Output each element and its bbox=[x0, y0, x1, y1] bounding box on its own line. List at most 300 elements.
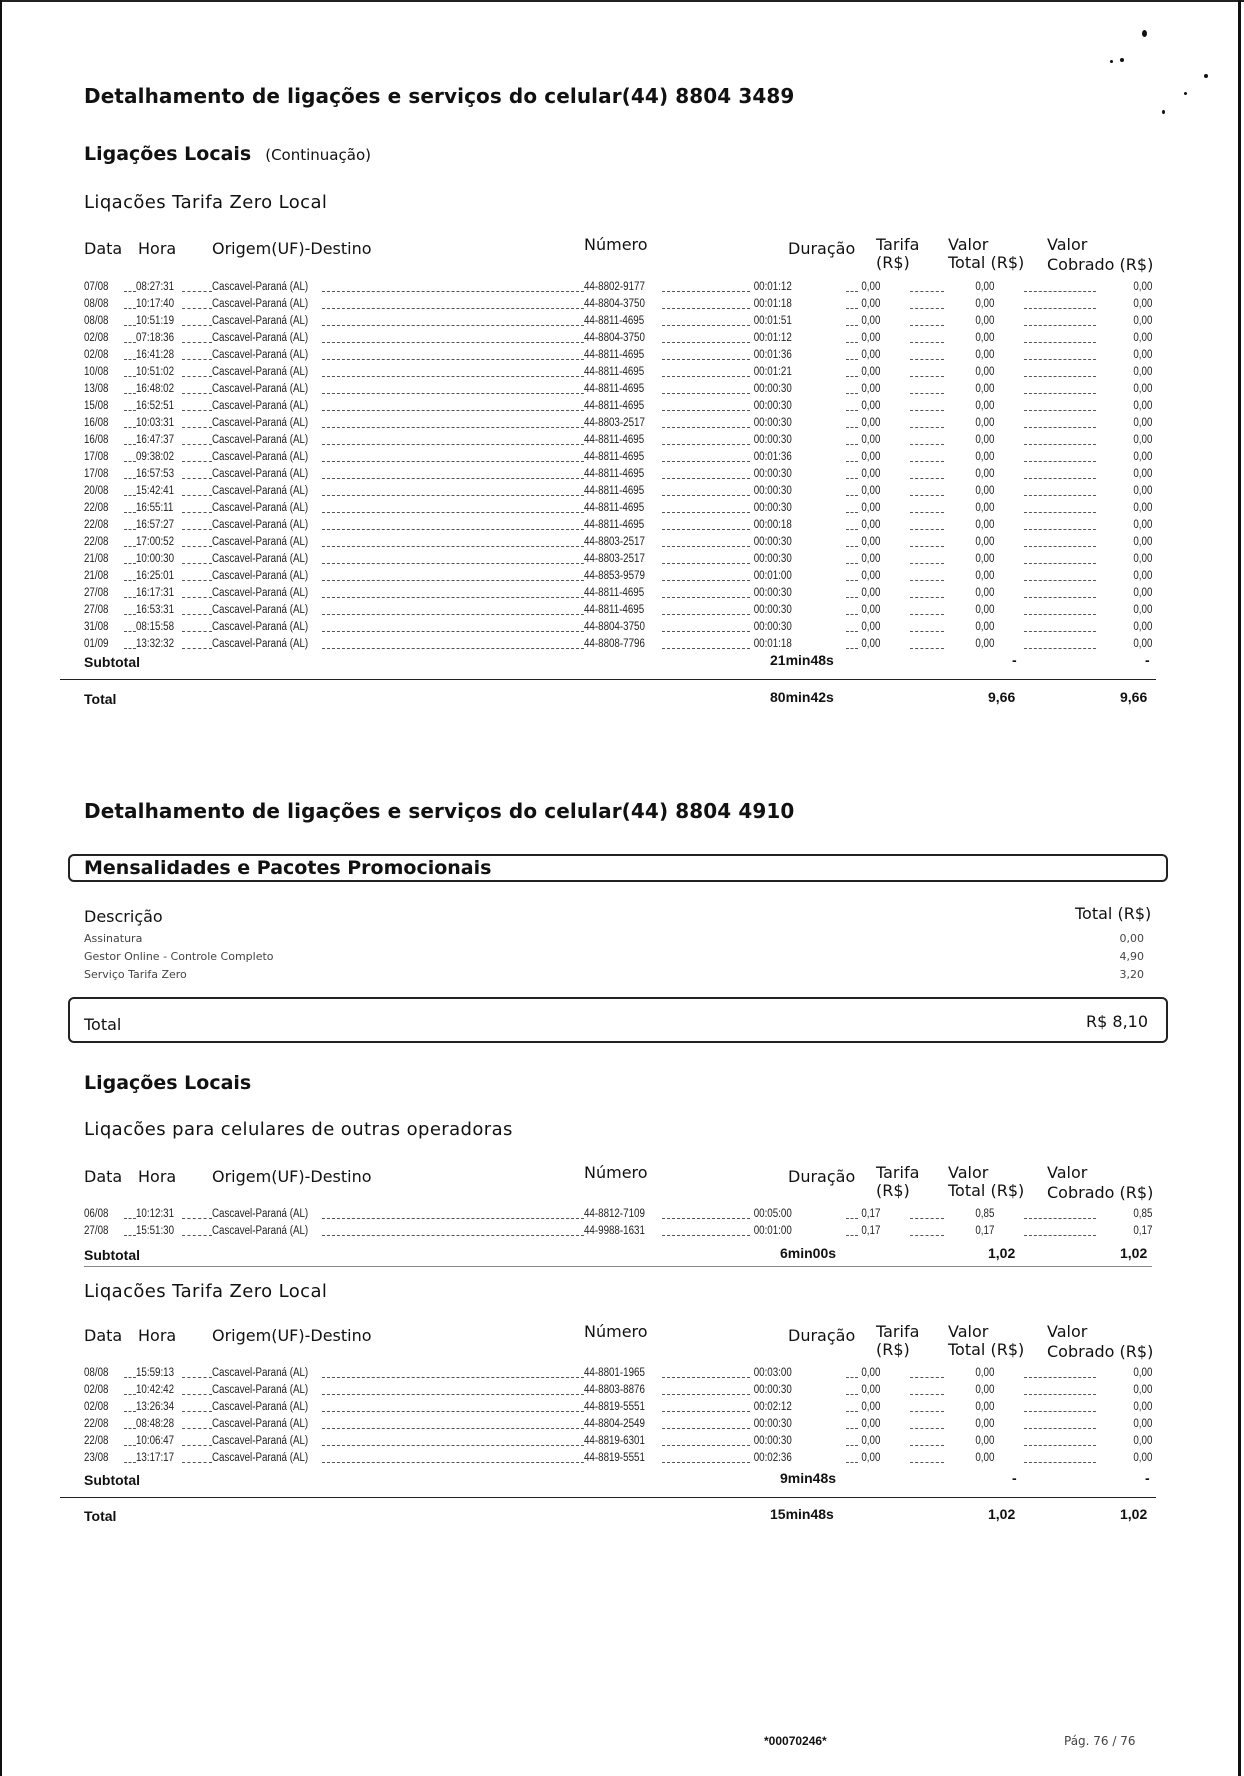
cell-data: 08/08 bbox=[84, 315, 109, 327]
cell-tarifa: 0,00 bbox=[860, 332, 880, 344]
cell-tarifa: 0,00 bbox=[860, 536, 880, 548]
cell-total: 0,00 bbox=[974, 332, 994, 344]
table-row bbox=[84, 414, 1152, 431]
cell-total: 0,00 bbox=[974, 1435, 994, 1447]
cell-numero: 44-8811-4695 bbox=[584, 502, 645, 514]
cell-tarifa: 0,00 bbox=[860, 451, 880, 463]
cell-tarifa: 0,00 bbox=[860, 621, 880, 633]
table-row bbox=[84, 380, 1152, 397]
item-total: 4,90 bbox=[1119, 950, 1144, 963]
col-header-data: Data bbox=[84, 1326, 123, 1345]
col-header-vtotal-2: Total (R$) bbox=[948, 253, 1025, 272]
cell-hora: 10:06:47 bbox=[136, 1435, 175, 1447]
calls-table-2 bbox=[84, 1205, 1152, 1239]
cell-total: 0,00 bbox=[974, 383, 994, 395]
cell-origem: Cascavel-Paraná (AL) bbox=[212, 451, 309, 463]
table-row bbox=[84, 1398, 1152, 1415]
col-header-tarifa-2: (R$) bbox=[876, 1340, 910, 1359]
cell-total: 0,00 bbox=[974, 281, 994, 293]
mensalidades-title: Mensalidades e Pacotes Promocionais bbox=[84, 857, 492, 879]
cell-hora: 07:18:36 bbox=[136, 332, 175, 344]
subtotal-label: Subtotal bbox=[84, 654, 140, 670]
cell-total: 0,00 bbox=[974, 502, 994, 514]
list-item bbox=[84, 968, 1144, 986]
cell-duracao: 00:01:36 bbox=[753, 451, 792, 463]
cell-hora: 08:48:28 bbox=[136, 1418, 175, 1430]
cell-total: 0,00 bbox=[974, 349, 994, 361]
cell-numero: 44-8808-7796 bbox=[584, 638, 645, 650]
page-border-left bbox=[0, 0, 2, 1776]
table-row bbox=[84, 1432, 1152, 1449]
cell-origem: Cascavel-Paraná (AL) bbox=[212, 587, 309, 599]
table-row bbox=[84, 1222, 1152, 1239]
cell-tarifa: 0,00 bbox=[860, 400, 880, 412]
col-header-origem: Origem(UF)-Destino bbox=[212, 1326, 372, 1345]
table-row bbox=[84, 431, 1152, 448]
group-note: (Continuação) bbox=[265, 146, 371, 164]
cell-data: 02/08 bbox=[84, 1384, 109, 1396]
section2-title: Detalhamento de ligações e serviços do celular(44) 8804 4910 bbox=[84, 799, 795, 823]
cell-origem: Cascavel-Paraná (AL) bbox=[212, 638, 309, 650]
cell-duracao: 00:03:00 bbox=[753, 1367, 792, 1379]
cell-duracao: 00:01:21 bbox=[753, 366, 792, 378]
subtotal-cobrado: - bbox=[1145, 652, 1150, 668]
col-header-duracao: Duração bbox=[788, 1167, 856, 1186]
cell-origem: Cascavel-Paraná (AL) bbox=[212, 553, 309, 565]
group-title-text: Ligações Locais bbox=[84, 143, 252, 165]
cell-tarifa: 0,17 bbox=[860, 1208, 880, 1220]
cell-total: 0,85 bbox=[974, 1208, 994, 1220]
cell-total: 0,00 bbox=[974, 1384, 994, 1396]
cell-data: 02/08 bbox=[84, 332, 109, 344]
cell-cobrado: 0,00 bbox=[1132, 468, 1152, 480]
cell-data: 17/08 bbox=[84, 468, 109, 480]
cell-hora: 16:53:31 bbox=[136, 604, 175, 616]
cell-duracao: 00:01:12 bbox=[753, 332, 792, 344]
scan-specks bbox=[1100, 20, 1220, 130]
section1-group-title bbox=[84, 143, 371, 165]
cell-duracao: 00:01:00 bbox=[753, 570, 792, 582]
cell-cobrado: 0,00 bbox=[1132, 1435, 1152, 1447]
section2-group-title: Ligações Locais bbox=[84, 1072, 252, 1094]
cell-tarifa: 0,00 bbox=[860, 349, 880, 361]
cell-cobrado: 0,00 bbox=[1132, 383, 1152, 395]
cell-tarifa: 0,00 bbox=[860, 434, 880, 446]
cell-origem: Cascavel-Paraná (AL) bbox=[212, 485, 309, 497]
cell-numero: 44-8811-4695 bbox=[584, 383, 645, 395]
table-row bbox=[84, 635, 1152, 652]
cell-total: 0,00 bbox=[974, 621, 994, 633]
cell-tarifa: 0,00 bbox=[860, 519, 880, 531]
cell-cobrado: 0,00 bbox=[1132, 315, 1152, 327]
col-header-vcobrado-2: Cobrado (R$) bbox=[1047, 1342, 1154, 1361]
cell-tarifa: 0,00 bbox=[860, 366, 880, 378]
cell-total: 0,17 bbox=[974, 1225, 994, 1237]
col-header-duracao: Duração bbox=[788, 239, 856, 258]
cell-total: 0,00 bbox=[974, 417, 994, 429]
subtotal-duracao-2: 6min00s bbox=[780, 1245, 837, 1261]
cell-total: 0,00 bbox=[974, 638, 994, 650]
cell-origem: Cascavel-Paraná (AL) bbox=[212, 1225, 309, 1237]
table-row bbox=[84, 482, 1152, 499]
col-header-origem: Origem(UF)-Destino bbox=[212, 239, 372, 258]
cell-origem: Cascavel-Paraná (AL) bbox=[212, 400, 309, 412]
cell-hora: 10:12:31 bbox=[136, 1208, 175, 1220]
cell-hora: 13:26:34 bbox=[136, 1401, 175, 1413]
table-row bbox=[84, 1364, 1152, 1381]
cell-origem: Cascavel-Paraná (AL) bbox=[212, 570, 309, 582]
cell-hora: 15:42:41 bbox=[136, 485, 175, 497]
subtotal-duracao: 21min48s bbox=[770, 652, 834, 668]
cell-hora: 16:57:53 bbox=[136, 468, 175, 480]
cell-cobrado: 0,00 bbox=[1132, 1401, 1152, 1413]
cell-data: 23/08 bbox=[84, 1452, 109, 1464]
cell-hora: 16:41:28 bbox=[136, 349, 175, 361]
cell-cobrado: 0,00 bbox=[1132, 1418, 1152, 1430]
cell-data: 22/08 bbox=[84, 1435, 109, 1447]
cell-data: 07/08 bbox=[84, 281, 109, 293]
subtotal-total-3: - bbox=[1012, 1470, 1017, 1486]
cell-tarifa: 0,00 bbox=[860, 383, 880, 395]
cell-total: 0,00 bbox=[974, 570, 994, 582]
item-description: Assinatura bbox=[84, 932, 143, 945]
cell-duracao: 00:02:12 bbox=[753, 1401, 792, 1413]
cell-cobrado: 0,00 bbox=[1132, 332, 1152, 344]
cell-hora: 08:15:58 bbox=[136, 621, 175, 633]
col-header-vtotal-2: Total (R$) bbox=[948, 1340, 1025, 1359]
cell-duracao: 00:00:30 bbox=[753, 434, 792, 446]
subtotal-rule-2 bbox=[84, 1266, 1152, 1267]
cell-cobrado: 0,00 bbox=[1132, 451, 1152, 463]
cell-origem: Cascavel-Paraná (AL) bbox=[212, 1401, 309, 1413]
table-row bbox=[84, 1449, 1152, 1466]
cell-origem: Cascavel-Paraná (AL) bbox=[212, 298, 309, 310]
table-row bbox=[84, 278, 1152, 295]
total-cobrado: 9,66 bbox=[1120, 689, 1148, 705]
cell-cobrado: 0,00 bbox=[1132, 1384, 1152, 1396]
cell-tarifa: 0,00 bbox=[860, 502, 880, 514]
col-header-numero: Número bbox=[584, 235, 648, 254]
outras-title: Liqacões para celulares de outras operadoras bbox=[84, 1119, 513, 1140]
cell-duracao: 00:00:30 bbox=[753, 485, 792, 497]
col-header-tarifa-2: (R$) bbox=[876, 253, 910, 272]
cell-data: 13/08 bbox=[84, 383, 109, 395]
subtotal-cobrado-3: - bbox=[1145, 1470, 1150, 1486]
cell-cobrado: 0,00 bbox=[1132, 417, 1152, 429]
cell-total: 0,00 bbox=[974, 604, 994, 616]
cell-hora: 17:00:52 bbox=[136, 536, 175, 548]
calls-table-3 bbox=[84, 1364, 1152, 1466]
cell-numero: 44-9988-1631 bbox=[584, 1225, 645, 1237]
cell-numero: 44-8804-3750 bbox=[584, 298, 645, 310]
col-header-tarifa-1: Tarifa bbox=[876, 1163, 920, 1182]
cell-numero: 44-8811-4695 bbox=[584, 587, 645, 599]
cell-tarifa: 0,00 bbox=[860, 1452, 880, 1464]
cell-data: 15/08 bbox=[84, 400, 109, 412]
cell-cobrado: 0,00 bbox=[1132, 349, 1152, 361]
cell-data: 06/08 bbox=[84, 1208, 109, 1220]
cell-cobrado: 0,00 bbox=[1132, 298, 1152, 310]
table-row bbox=[84, 397, 1152, 414]
cell-numero: 44-8804-2549 bbox=[584, 1418, 645, 1430]
cell-data: 08/08 bbox=[84, 1367, 109, 1379]
cell-data: 02/08 bbox=[84, 349, 109, 361]
cell-total: 0,00 bbox=[974, 315, 994, 327]
cell-origem: Cascavel-Paraná (AL) bbox=[212, 536, 309, 548]
col-header-vcobrado-1: Valor bbox=[1047, 235, 1088, 254]
cell-duracao: 00:00:30 bbox=[753, 468, 792, 480]
table-row bbox=[84, 465, 1152, 482]
cell-data: 21/08 bbox=[84, 570, 109, 582]
cell-tarifa: 0,00 bbox=[860, 553, 880, 565]
subtotal-label-3: Subtotal bbox=[84, 1472, 140, 1488]
cell-origem: Cascavel-Paraná (AL) bbox=[212, 1418, 309, 1430]
item-total: 0,00 bbox=[1119, 932, 1144, 945]
cell-origem: Cascavel-Paraná (AL) bbox=[212, 281, 309, 293]
cell-data: 20/08 bbox=[84, 485, 109, 497]
cell-numero: 44-8811-4695 bbox=[584, 349, 645, 361]
col-header-data: Data bbox=[84, 239, 123, 258]
cell-total: 0,00 bbox=[974, 468, 994, 480]
cell-origem: Cascavel-Paraná (AL) bbox=[212, 1435, 309, 1447]
subtotal-total: - bbox=[1012, 652, 1017, 668]
col-header-vcobrado-1: Valor bbox=[1047, 1322, 1088, 1341]
calls-table-1 bbox=[84, 278, 1152, 652]
cell-hora: 16:17:31 bbox=[136, 587, 175, 599]
cell-cobrado: 0,85 bbox=[1132, 1208, 1152, 1220]
table-row bbox=[84, 1205, 1152, 1222]
cell-data: 27/08 bbox=[84, 1225, 109, 1237]
cell-hora: 10:51:02 bbox=[136, 366, 175, 378]
cell-hora: 08:27:31 bbox=[136, 281, 175, 293]
cell-tarifa: 0,00 bbox=[860, 417, 880, 429]
cell-duracao: 00:00:30 bbox=[753, 417, 792, 429]
subtotal-total-2: 1,02 bbox=[988, 1245, 1016, 1261]
cell-data: 27/08 bbox=[84, 604, 109, 616]
cell-origem: Cascavel-Paraná (AL) bbox=[212, 315, 309, 327]
cell-tarifa: 0,00 bbox=[860, 638, 880, 650]
col-header-vcobrado-2: Cobrado (R$) bbox=[1047, 255, 1154, 274]
cell-cobrado: 0,00 bbox=[1132, 587, 1152, 599]
cell-tarifa: 0,17 bbox=[860, 1225, 880, 1237]
cell-duracao: 00:00:30 bbox=[753, 604, 792, 616]
cell-origem: Cascavel-Paraná (AL) bbox=[212, 434, 309, 446]
cell-duracao: 00:01:51 bbox=[753, 315, 792, 327]
cell-data: 31/08 bbox=[84, 621, 109, 633]
cell-cobrado: 0,00 bbox=[1132, 519, 1152, 531]
cell-tarifa: 0,00 bbox=[860, 1384, 880, 1396]
cell-data: 10/08 bbox=[84, 366, 109, 378]
col-header-numero: Número bbox=[584, 1163, 648, 1182]
cell-data: 22/08 bbox=[84, 536, 109, 548]
cell-data: 08/08 bbox=[84, 298, 109, 310]
cell-tarifa: 0,00 bbox=[860, 587, 880, 599]
cell-tarifa: 0,00 bbox=[860, 468, 880, 480]
cell-duracao: 00:00:30 bbox=[753, 502, 792, 514]
cell-hora: 13:32:32 bbox=[136, 638, 175, 650]
section1-subsection-title: Liqacões Tarifa Zero Local bbox=[84, 192, 328, 213]
cell-hora: 16:47:37 bbox=[136, 434, 175, 446]
cell-numero: 44-8811-4695 bbox=[584, 519, 645, 531]
cell-numero: 44-8853-9579 bbox=[584, 570, 645, 582]
cell-total: 0,00 bbox=[974, 451, 994, 463]
cell-tarifa: 0,00 bbox=[860, 315, 880, 327]
table-row bbox=[84, 295, 1152, 312]
total-cobrado-2: 1,02 bbox=[1120, 1506, 1148, 1522]
cell-numero: 44-8803-2517 bbox=[584, 536, 645, 548]
cell-cobrado: 0,00 bbox=[1132, 502, 1152, 514]
cell-cobrado: 0,00 bbox=[1132, 536, 1152, 548]
cell-duracao: 00:01:18 bbox=[753, 638, 792, 650]
cell-tarifa: 0,00 bbox=[860, 485, 880, 497]
cell-cobrado: 0,00 bbox=[1132, 1367, 1152, 1379]
cell-numero: 44-8811-4695 bbox=[584, 315, 645, 327]
col-header-hora: Hora bbox=[138, 1326, 177, 1345]
table-row bbox=[84, 363, 1152, 380]
table-row bbox=[84, 618, 1152, 635]
cell-origem: Cascavel-Paraná (AL) bbox=[212, 332, 309, 344]
cell-tarifa: 0,00 bbox=[860, 1367, 880, 1379]
mensalidades-total-box bbox=[68, 997, 1168, 1043]
cell-cobrado: 0,00 bbox=[1132, 570, 1152, 582]
col-header-numero: Número bbox=[584, 1322, 648, 1341]
cell-numero: 44-8811-4695 bbox=[584, 604, 645, 616]
cell-duracao: 00:05:00 bbox=[753, 1208, 792, 1220]
subtotal-label-2: Subtotal bbox=[84, 1247, 140, 1263]
col-header-tarifa-1: Tarifa bbox=[876, 235, 920, 254]
cell-origem: Cascavel-Paraná (AL) bbox=[212, 366, 309, 378]
cell-origem: Cascavel-Paraná (AL) bbox=[212, 1452, 309, 1464]
cell-numero: 44-8803-2517 bbox=[584, 553, 645, 565]
cell-total: 0,00 bbox=[974, 1418, 994, 1430]
cell-duracao: 00:00:30 bbox=[753, 1435, 792, 1447]
cell-cobrado: 0,17 bbox=[1132, 1225, 1152, 1237]
table-row bbox=[84, 448, 1152, 465]
cell-cobrado: 0,00 bbox=[1132, 553, 1152, 565]
cell-hora: 15:51:30 bbox=[136, 1225, 175, 1237]
cell-duracao: 00:00:18 bbox=[753, 519, 792, 531]
cell-hora: 10:17:40 bbox=[136, 298, 175, 310]
col-header-vcobrado-2: Cobrado (R$) bbox=[1047, 1183, 1154, 1202]
footer-code: *00070246* bbox=[764, 1734, 827, 1748]
total-duracao-2: 15min48s bbox=[770, 1506, 834, 1522]
col-header-vtotal-1: Valor bbox=[948, 235, 989, 254]
cell-total: 0,00 bbox=[974, 400, 994, 412]
cell-hora: 16:48:02 bbox=[136, 383, 175, 395]
col-header-origem: Origem(UF)-Destino bbox=[212, 1167, 372, 1186]
cell-numero: 44-8803-8876 bbox=[584, 1384, 645, 1396]
cell-data: 17/08 bbox=[84, 451, 109, 463]
cell-cobrado: 0,00 bbox=[1132, 281, 1152, 293]
col-header-hora: Hora bbox=[138, 1167, 177, 1186]
cell-origem: Cascavel-Paraná (AL) bbox=[212, 621, 309, 633]
tarifa-zero-title: Liqacões Tarifa Zero Local bbox=[84, 1281, 328, 1302]
cell-numero: 44-8811-4695 bbox=[584, 485, 645, 497]
cell-total: 0,00 bbox=[974, 519, 994, 531]
col-header-vcobrado-1: Valor bbox=[1047, 1163, 1088, 1182]
total-rule bbox=[60, 679, 1156, 680]
cell-duracao: 00:00:30 bbox=[753, 400, 792, 412]
cell-duracao: 00:00:30 bbox=[753, 1384, 792, 1396]
cell-total: 0,00 bbox=[974, 485, 994, 497]
cell-duracao: 00:01:18 bbox=[753, 298, 792, 310]
list-item bbox=[84, 950, 1144, 968]
cell-hora: 13:17:17 bbox=[136, 1452, 175, 1464]
cell-origem: Cascavel-Paraná (AL) bbox=[212, 417, 309, 429]
cell-numero: 44-8801-1965 bbox=[584, 1367, 645, 1379]
cell-tarifa: 0,00 bbox=[860, 570, 880, 582]
cell-data: 16/08 bbox=[84, 417, 109, 429]
cell-numero: 44-8803-2517 bbox=[584, 417, 645, 429]
subtotal-cobrado-2: 1,02 bbox=[1120, 1245, 1148, 1261]
cell-cobrado: 0,00 bbox=[1132, 366, 1152, 378]
cell-tarifa: 0,00 bbox=[860, 1401, 880, 1413]
page-border-top bbox=[0, 0, 1244, 2]
cell-tarifa: 0,00 bbox=[860, 604, 880, 616]
subtotal-duracao-3: 9min48s bbox=[780, 1470, 837, 1486]
total-label: Total bbox=[84, 691, 117, 707]
cell-total: 0,00 bbox=[974, 366, 994, 378]
table-row bbox=[84, 601, 1152, 618]
cell-cobrado: 0,00 bbox=[1132, 604, 1152, 616]
cell-total: 0,00 bbox=[974, 1452, 994, 1464]
table-row bbox=[84, 550, 1152, 567]
page-border-right bbox=[1238, 0, 1241, 1776]
cell-hora: 10:00:30 bbox=[136, 553, 175, 565]
cell-hora: 16:25:01 bbox=[136, 570, 175, 582]
cell-numero: 44-8819-6301 bbox=[584, 1435, 645, 1447]
table-row bbox=[84, 584, 1152, 601]
table-row bbox=[84, 1415, 1152, 1432]
table-row bbox=[84, 499, 1152, 516]
cell-tarifa: 0,00 bbox=[860, 1418, 880, 1430]
cell-data: 22/08 bbox=[84, 502, 109, 514]
cell-data: 27/08 bbox=[84, 587, 109, 599]
col-header-vtotal-2: Total (R$) bbox=[948, 1181, 1025, 1200]
mensalidades-total-value: R$ 8,10 bbox=[1086, 1012, 1149, 1031]
cell-cobrado: 0,00 bbox=[1132, 621, 1152, 633]
table-row bbox=[84, 346, 1152, 363]
cell-origem: Cascavel-Paraná (AL) bbox=[212, 349, 309, 361]
cell-hora: 16:55:11 bbox=[136, 502, 174, 514]
cell-duracao: 00:00:30 bbox=[753, 587, 792, 599]
cell-numero: 44-8811-4695 bbox=[584, 451, 645, 463]
cell-duracao: 00:00:30 bbox=[753, 1418, 792, 1430]
cell-origem: Cascavel-Paraná (AL) bbox=[212, 1384, 309, 1396]
total-label-2: Total bbox=[84, 1508, 117, 1524]
cell-origem: Cascavel-Paraná (AL) bbox=[212, 519, 309, 531]
item-total: 3,20 bbox=[1119, 968, 1144, 981]
cell-numero: 44-8802-9177 bbox=[584, 281, 645, 293]
cell-numero: 44-8819-5551 bbox=[584, 1452, 645, 1464]
cell-data: 01/09 bbox=[84, 638, 109, 650]
cell-cobrado: 0,00 bbox=[1132, 638, 1152, 650]
cell-cobrado: 0,00 bbox=[1132, 400, 1152, 412]
cell-origem: Cascavel-Paraná (AL) bbox=[212, 383, 309, 395]
cell-numero: 44-8804-3750 bbox=[584, 332, 645, 344]
cell-duracao: 00:01:36 bbox=[753, 349, 792, 361]
col-header-duracao: Duração bbox=[788, 1326, 856, 1345]
col-header-tarifa-2: (R$) bbox=[876, 1181, 910, 1200]
total-valor: 9,66 bbox=[988, 689, 1016, 705]
item-description: Gestor Online - Controle Completo bbox=[84, 950, 274, 963]
cell-duracao: 00:00:30 bbox=[753, 553, 792, 565]
cell-tarifa: 0,00 bbox=[860, 298, 880, 310]
table-row bbox=[84, 516, 1152, 533]
cell-cobrado: 0,00 bbox=[1132, 485, 1152, 497]
cell-duracao: 00:00:30 bbox=[753, 621, 792, 633]
col-header-vtotal-1: Valor bbox=[948, 1322, 989, 1341]
